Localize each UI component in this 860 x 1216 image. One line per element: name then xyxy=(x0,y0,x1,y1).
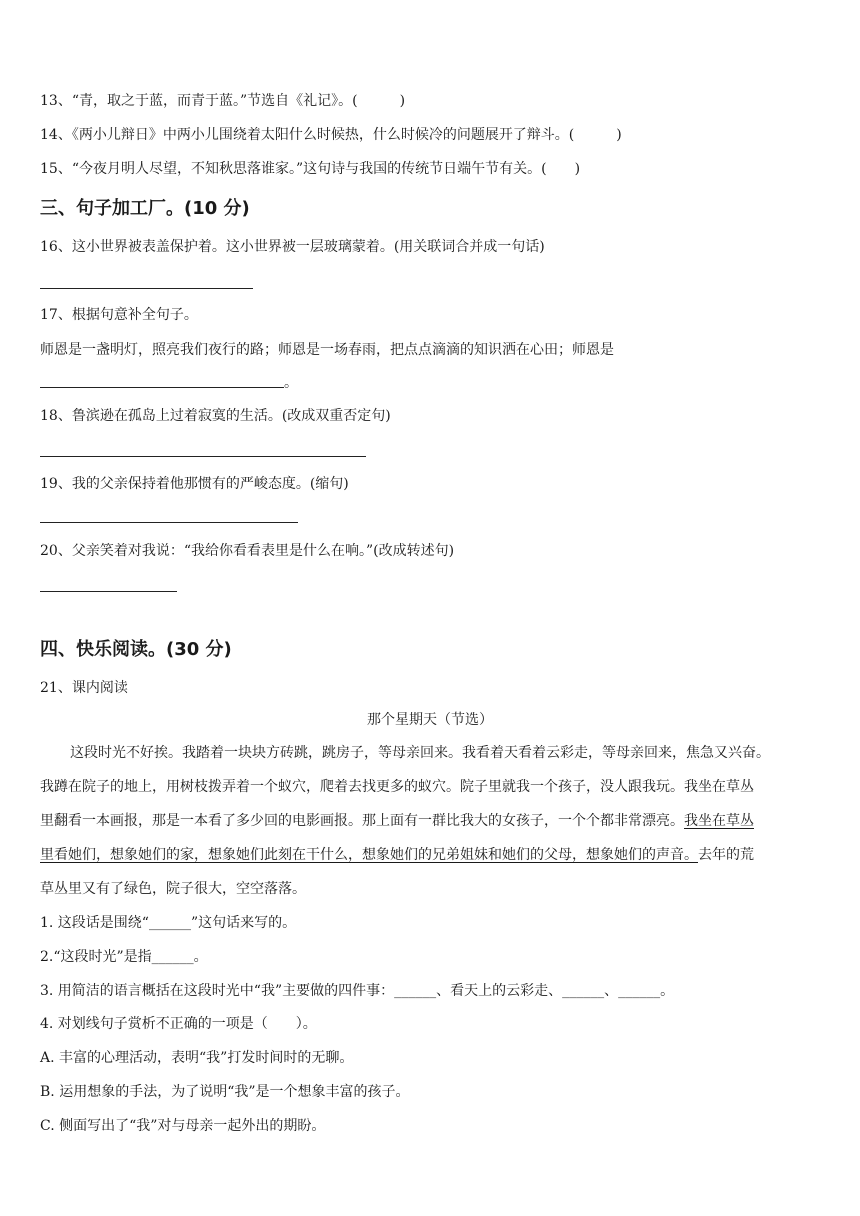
question-17-text: 师恩是一盏明灯，照亮我们夜行的路；师恩是一场春雨，把点点滴滴的知识洒在心田；师恩是 xyxy=(40,342,614,358)
section-4-title: 四、快乐阅读。(30 分) xyxy=(40,639,232,660)
question-21: 21、课内阅读 xyxy=(40,680,128,696)
question-18: 18、鲁滨逊在孤岛上过着寂寞的生活。(改成双重否定句) xyxy=(40,408,391,424)
passage-line-3-text: 里翻看一本画报，那是一本看了多少回的电影画报。那上面有一群比我大的女孩子，一个个都非常漂亮。 xyxy=(40,813,684,829)
option-b: B. 运用想象的手法，为了说明“我”是一个想象丰富的孩子。 xyxy=(40,1084,410,1100)
answer-17-period: 。 xyxy=(284,375,298,391)
passage-line-4-rest: 去年的荒 xyxy=(698,847,754,863)
answer-line-20 xyxy=(40,591,177,592)
reading-question-4: 4. 对划线句子赏析不正确的一项是（ ）。 xyxy=(40,1016,317,1032)
question-16: 16、这小世界被表盖保护着。这小世界被一层玻璃蒙着。(用关联词合并成一句话) xyxy=(40,239,545,255)
reading-question-1: 1. 这段话是围绕“______”这句话来写的。 xyxy=(40,915,297,931)
question-17: 17、根据句意补全句子。 xyxy=(40,307,198,323)
reading-question-2: 2.“这段时光”是指______。 xyxy=(40,949,208,965)
question-15: 15、“今夜月明人尽望，不知秋思落谁家。”这句诗与我国的传统节日端午节有关。( ) xyxy=(40,161,581,177)
reading-question-3: 3. 用简洁的语言概括在这段时光中“我”主要做的四件事：______、看天上的云彩走、______、______。 xyxy=(40,983,675,999)
passage-title: 那个星期天（节选） xyxy=(367,712,493,728)
answer-line-17 xyxy=(40,387,284,388)
question-20: 20、父亲笑着对我说：“我给你看看表里是什么在响。”(改成转述句) xyxy=(40,543,455,559)
passage-line-1: 这段时光不好挨。我踏着一块块方砖跳，跳房子，等母亲回来。我看着天看着云彩走，等母亲回来，焦急又兴奋。 xyxy=(70,745,770,761)
option-a: A. 丰富的心理活动，表明“我”打发时间时的无聊。 xyxy=(40,1050,354,1066)
question-19: 19、我的父亲保持着他那惯有的严峻态度。(缩句) xyxy=(40,476,349,492)
question-14: 14、《两小儿辩日》中两小儿围绕着太阳什么时候热，什么时候冷的问题展开了辩斗。( ) xyxy=(40,127,622,143)
section-3-title: 三、句子加工厂。(10 分) xyxy=(40,198,250,219)
passage-line-2: 我蹲在院子的地上，用树枝拨弄着一个蚁穴，爬着去找更多的蚁穴。院子里就我一个孩子，没人跟我玩。我坐在草丛 xyxy=(40,779,754,795)
passage-line-5: 草丛里又有了绿色，院子很大，空空落落。 xyxy=(40,881,306,897)
underlined-sentence: 里看她们，想象她们的家，想象她们此刻在干什么，想象她们的兄弟姐妹和她们的父母，想象她们的声音。 xyxy=(40,847,698,863)
passage-line-3 xyxy=(40,810,754,830)
option-c: C. 侧面写出了“我”对与母亲一起外出的期盼。 xyxy=(40,1118,326,1134)
passage-line-4 xyxy=(40,844,754,864)
underlined-sentence-start: 我坐在草丛 xyxy=(684,813,754,829)
answer-line-16 xyxy=(40,288,253,289)
answer-line-19 xyxy=(40,522,298,523)
question-13: 13、“青，取之于蓝，而青于蓝。”节选自《礼记》。( ) xyxy=(40,93,406,109)
answer-line-18 xyxy=(40,456,366,457)
